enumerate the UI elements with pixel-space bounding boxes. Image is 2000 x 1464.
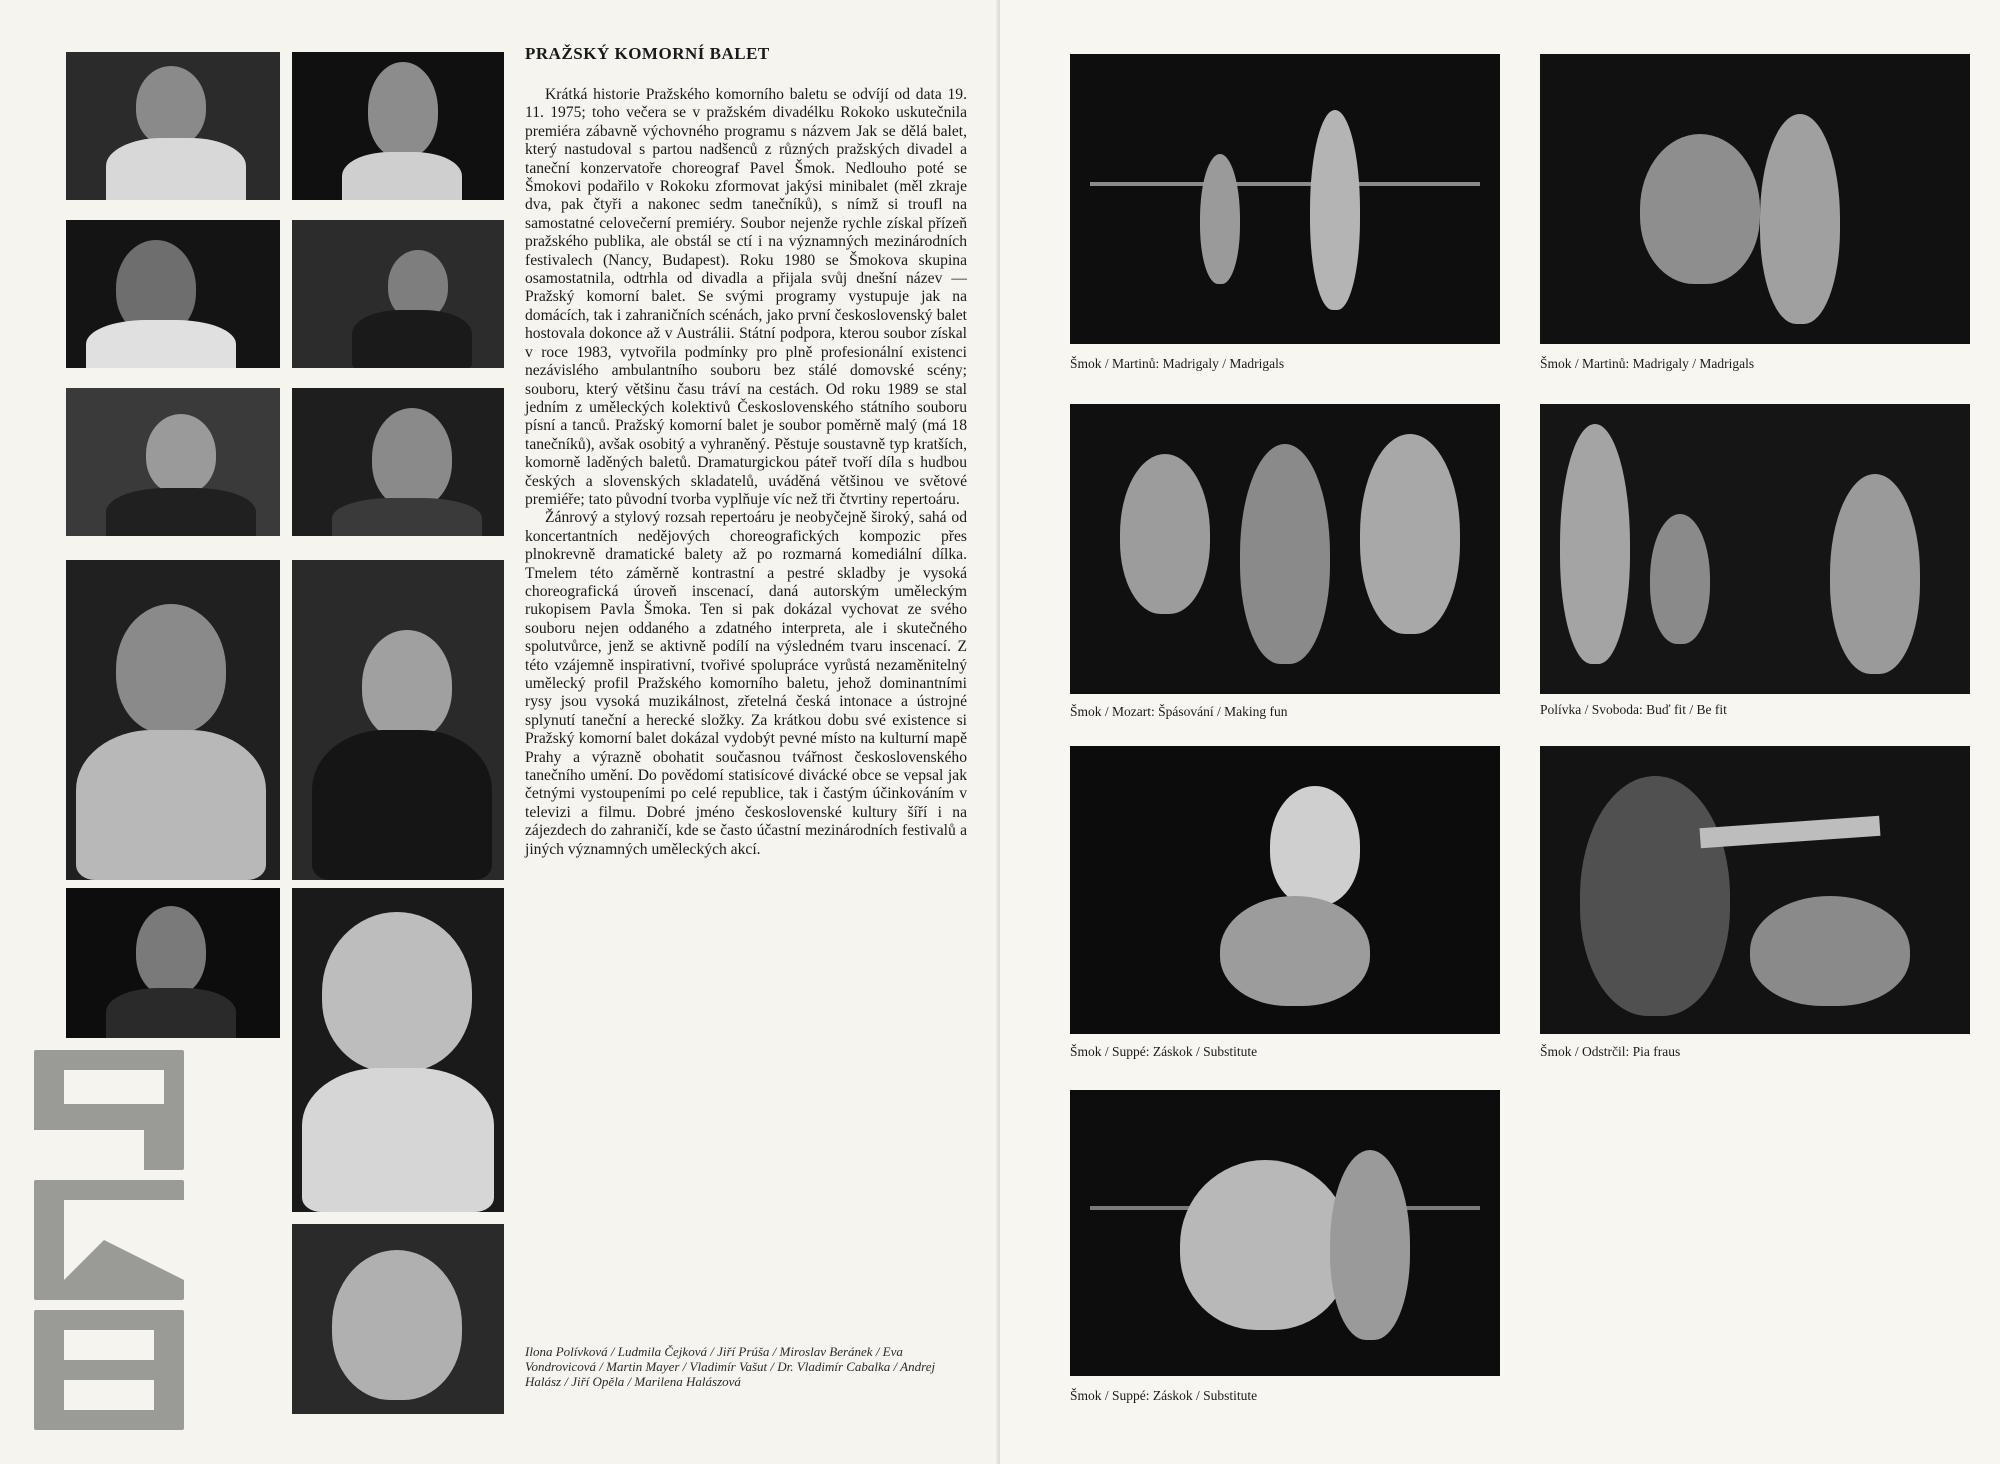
- photo-caption: Šmok / Mozart: Špásování / Making fun: [1070, 704, 1288, 719]
- portrait-photo: [66, 220, 280, 368]
- portrait-credits: Ilona Polívková / Ludmila Čejková / Jiří Prúša / Miroslav Beránek / Eva Vondrovicová / Martin Mayer / Vladimír Vašut / Dr. Vladimír Cabalka / Andrej Halász / Jiří Opěla / Marilena Halászová: [525, 1344, 936, 1389]
- right-page: [1000, 0, 2000, 1464]
- article-title: PRAŽSKÝ KOMORNÍ BALET: [525, 44, 770, 63]
- ballet-photo: [1540, 54, 1970, 344]
- ballet-photo: [1070, 404, 1500, 694]
- article-paragraph: Krátká historie Pražského komorního baletu se odvíjí od data 19. 11. 1975; toho večera se v pražském divadélku Rokoko uskutečnila premiéra zábavně výchovného programu s názvem Jak se dělá balet, který nastudoval s partou nadšenců z různých pražských divadel a taneční konzervatoře choreograf Pavel Šmok. Nedlouho poté se Šmokovi podařilo v Rokoku zformovat jakýsi minibalet (měl zkraje dva, pak čtyři a nakonec sedm tanečníků), s nímž si troufl na samostatné celovečerní premiéry. Soubor nejenže rychle získal přízeň pražského publika, ale obstál se ctí i na významných mezinárodních festivalech (Nancy, Budapest). Roku 1980 se Šmokova skupina osamostatnila, odtrhla od divadla a přijala svůj dnešní název — Pražský komorní balet. Se svými programy vystupuje jak na domácích, tak i zahraničních scénách, jako první československý balet hostovala dokonce až v Austrálii. Státní podpora, kterou soubor získal v roce 1983, vytvořila podmínky pro plně profesionální existenci nezávislého ambulantního souboru bez stálé domovské scény; souboru, který většinu času tráví na cestách. Od roku 1989 se stal jedním z uměleckých kolektivů Československého státního souboru písní a tanců. Pražský komorní balet je soubor poměrně malý (má 18 tanečníků), avšak osobitý a vyhraněný. Pěstuje soustavně typ kratších, komorně laděných baletů. Dramaturgickou páteř tvoří díla s hudbou českých a slovenských skladatelů, uváděná většinou ve světové premiéře; tato původní tvorba vyplňuje víc než tři čtvrtiny repertoáru.: [525, 86, 967, 508]
- ballet-photo: [1540, 404, 1970, 694]
- ballet-photo: [1070, 746, 1500, 1034]
- ballet-photo: [1540, 746, 1970, 1034]
- photo-caption: Šmok / Odstrčil: Pia fraus: [1540, 1044, 1681, 1059]
- photo-caption: Šmok / Martinů: Madrigaly / Madrigals: [1070, 356, 1285, 371]
- portrait-photo: [66, 388, 280, 536]
- ballet-photo: [1070, 1090, 1500, 1376]
- portrait-photo: [66, 560, 280, 880]
- article-body: [525, 86, 967, 859]
- photo-caption: Polívka / Svoboda: Buď fit / Be fit: [1540, 702, 1727, 717]
- portrait-photo: [292, 388, 504, 536]
- portrait-photo: [292, 1224, 504, 1414]
- photo-caption: Šmok / Suppé: Záskok / Substitute: [1070, 1388, 1258, 1403]
- portrait-photo: [66, 888, 280, 1038]
- portrait-photo: [292, 560, 504, 880]
- pkb-logo: [24, 1040, 194, 1440]
- photo-caption: Šmok / Suppé: Záskok / Substitute: [1070, 1044, 1258, 1059]
- article-paragraph: Žánrový a stylový rozsah repertoáru je neobyčejně široký, sahá od koncertantních nedějových choreografických kompozic přes plnokrevně dramatické balety až po rozmarná komediální dílka. Tmelem této záměrně kontrastní a pestré skladby je vysoká choreografická úroveň inscenací, daná autorským uměleckým rukopisem Pavla Šmoka. Ten si pak dokázal vychovat ze svého souboru nejen oddaného a zdatného interpreta, ale i skutečného spolutvůrce, jenž se aktivně podílí na výsledném tvaru inscenací. Z této vzájemně inspirativní, tvořivé spolupráce vyrůstá nezaměnitelný umělecký profil Pražského komorního baletu, jehož dominantními rysy jsou vysoká muzikálnost, zřetelná česká intonace a ústrojné splynutí taneční a herecké složky. Za krátkou dobu své existence si Pražský komorní balet dokázal vydobýt pevné místo na kulturní mapě Prahy a výrazně obohatit současnou tvářnost československého tanečního umění. Do povědomí statisícové divácké obce se vepsal jak četnými vystoupeními po celé republice, tak i častým účinkováním v televizi a filmu. Dobré jméno československé kultury šíří i na zájezdech do zahraničí, kde se často účastní mezinárodních festivalů a jiných významných uměleckých akcí.: [525, 509, 967, 858]
- portrait-photo: [292, 52, 504, 200]
- portrait-photo: [66, 52, 280, 200]
- photo-caption: Šmok / Martinů: Madrigaly / Madrigals: [1540, 356, 1755, 371]
- portrait-photo: [292, 220, 504, 368]
- portrait-photo: [292, 888, 504, 1212]
- ballet-photo: [1070, 54, 1500, 344]
